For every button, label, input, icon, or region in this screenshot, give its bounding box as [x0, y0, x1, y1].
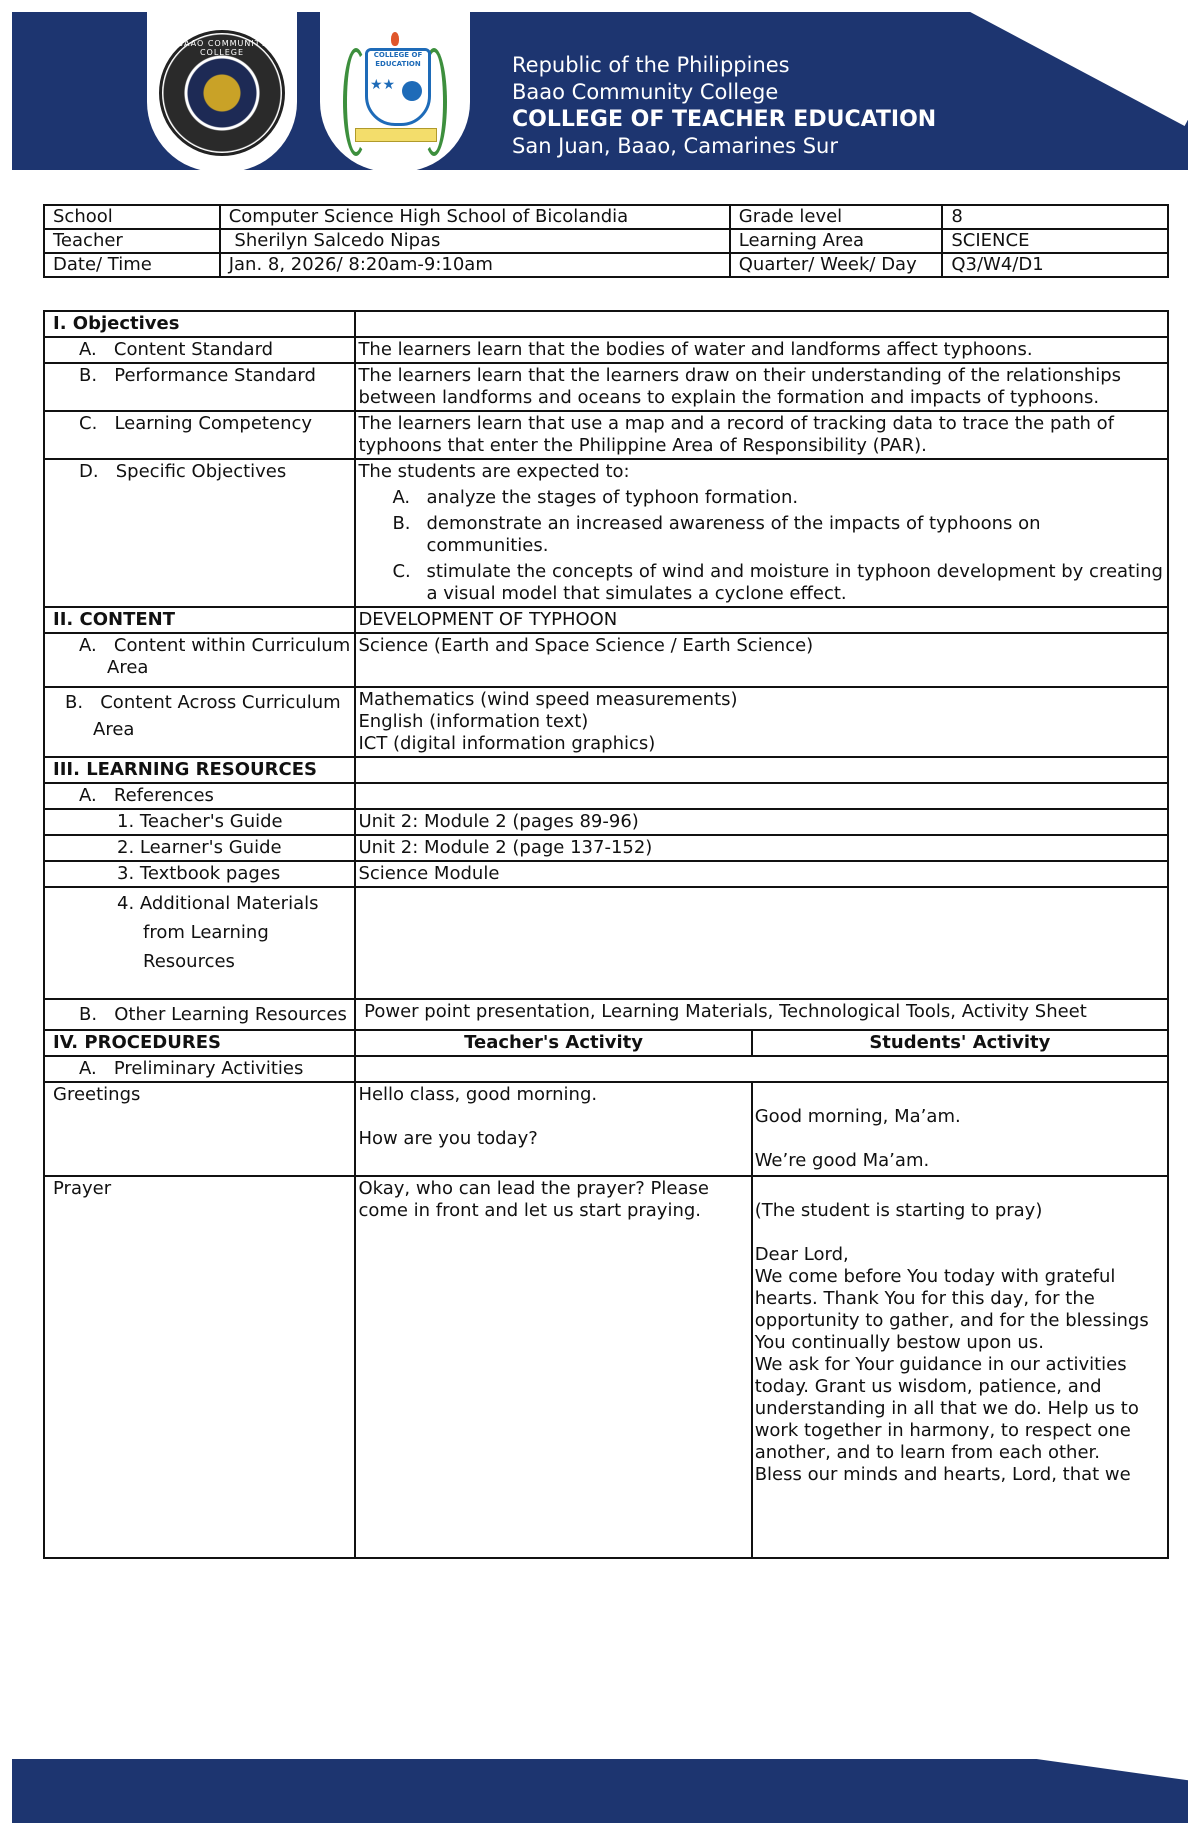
table-row: [44, 337, 1168, 363]
ribbon-icon: [355, 128, 437, 142]
performance-standard-value: The learners learn that the learners draw on their understanding of the relationships between landforms and oceans to explain the formation and impacts of typhoons.: [355, 363, 1168, 411]
department-line: COLLEGE OF TEACHER EDUCATION: [512, 107, 937, 132]
date-value: Jan. 8, 2026/ 8:20am-9:10am: [220, 253, 730, 277]
textbook-label: 3. Textbook pages: [44, 861, 355, 887]
quarter-label: Quarter/ Week/ Day: [730, 253, 943, 277]
prayer-teacher: Okay, who can lead the prayer? Please come in front and let us start praying.: [355, 1176, 751, 1558]
list-text: analyze the stages of typhoon formation.: [426, 487, 799, 508]
teacher-activity-heading: Teacher's Activity: [355, 1030, 751, 1056]
textbook-value: Science Module: [355, 861, 1168, 887]
teachers-guide-value: Unit 2: Module 2 (pages 89-96): [355, 809, 1168, 835]
table-row: [44, 687, 1168, 757]
specific-objectives-intro: The students are expected to:: [358, 461, 630, 482]
date-label: Date/ Time: [44, 253, 220, 277]
specific-objectives-label: D. Specific Objectives: [44, 459, 355, 607]
info-row: [44, 229, 1168, 253]
prayer-student-line: We ask for Your guidance in our activities today. Grant us wisdom, patience, and understanding in all that we do. Help us to work together in harmony, to respect one another, and to learn from each other.: [754, 1354, 1139, 1463]
list-item: [392, 487, 1165, 509]
across-line: ICT (digital information graphics): [358, 733, 656, 754]
other-resources-value: Power point presentation, Learning Materials, Technological Tools, Activity Sheet: [355, 999, 1168, 1030]
banner-decoration: [955, 12, 1188, 126]
table-row: [44, 1030, 1168, 1056]
education-seal-text: COLLEGE OF EDUCATION: [368, 51, 428, 69]
prayer-student-line: Dear Lord,: [754, 1244, 849, 1265]
area-value: SCIENCE: [942, 229, 1168, 253]
table-row: [44, 835, 1168, 861]
institution-block: [512, 52, 936, 160]
table-row: [44, 633, 1168, 687]
college-line: Baao Community College: [512, 80, 779, 104]
list-text: demonstrate an increased awareness of the impacts of typhoons on communities.: [426, 513, 1041, 556]
table-row: [44, 411, 1168, 459]
education-seal-logo: [335, 30, 455, 150]
info-row: [44, 253, 1168, 277]
globe-icon: [402, 81, 422, 101]
greetings-student: [752, 1082, 1168, 1176]
republic-line: Republic of the Philippines: [512, 53, 790, 77]
school-label: School: [44, 205, 220, 229]
table-row: [44, 757, 1168, 783]
table-row: [44, 1056, 1168, 1082]
prayer-student-line: We come before You today with grateful hearts. Thank You for this day, for the opportunity to gather, and for the blessings You continually bestow upon us.: [754, 1266, 1149, 1353]
quarter-value: Q3/W4/D1: [942, 253, 1168, 277]
specific-objectives-value: [355, 459, 1168, 607]
table-row: [44, 861, 1168, 887]
footer-decoration: [827, 1759, 1188, 1788]
references-label: A. References: [44, 783, 355, 809]
across-line: English (information text): [358, 711, 589, 732]
table-row: [44, 783, 1168, 809]
grade-value: 8: [942, 205, 1168, 229]
across-line: Mathematics (wind speed measurements): [358, 689, 738, 710]
performance-standard-label: B. Performance Standard: [44, 363, 355, 411]
area-label: Learning Area: [730, 229, 943, 253]
other-resources-label-text: B. Other Learning Resources: [79, 1004, 347, 1025]
info-row: [44, 205, 1168, 229]
table-row: [44, 459, 1168, 607]
footer-banner: [12, 1759, 1188, 1823]
teachers-guide-label: 1. Teacher's Guide: [44, 809, 355, 835]
greetings-teacher-line: How are you today?: [358, 1128, 538, 1149]
prayer-label: Prayer: [44, 1176, 355, 1558]
grade-label: Grade level: [730, 205, 943, 229]
table-row: [44, 311, 1168, 337]
content-within-value: Science (Earth and Space Science / Earth Science): [355, 633, 1168, 687]
teacher-label: Teacher: [44, 229, 220, 253]
content-standard-label: A. Content Standard: [44, 337, 355, 363]
content-across-label-text: B. Content Across Curriculum Area: [65, 692, 347, 740]
greetings-student-line: We’re good Ma’am.: [754, 1150, 930, 1171]
content-across-value: [355, 687, 1168, 757]
additional-materials-value: [355, 887, 1168, 999]
learners-guide-label: 2. Learner's Guide: [44, 835, 355, 861]
list-marker: A.: [392, 487, 411, 508]
lesson-plan-table: [43, 310, 1169, 1559]
college-seal-logo: [159, 30, 285, 156]
table-row: [44, 1176, 1168, 1558]
resources-blank: [355, 757, 1168, 783]
preliminary-label: A. Preliminary Activities: [44, 1056, 355, 1082]
list-item: [392, 513, 1165, 557]
prayer-student-line: Bless our minds and hearts, Lord, that we: [754, 1464, 1131, 1485]
shield-icon: [365, 48, 431, 126]
procedures-heading: IV. PROCEDURES: [44, 1030, 355, 1056]
list-marker: B.: [392, 513, 411, 534]
stars-icon: ★★: [370, 77, 396, 93]
list-marker: C.: [392, 561, 411, 582]
content-topic: DEVELOPMENT OF TYPHOON: [355, 607, 1168, 633]
table-row: [44, 887, 1168, 999]
greetings-teacher: [355, 1082, 751, 1176]
list-text: stimulate the concepts of wind and moisture in typhoon development by creating a visual model that simulates a cyclone effect.: [426, 561, 1163, 604]
greetings-label: Greetings: [44, 1082, 355, 1176]
content-standard-value: The learners learn that the bodies of water and landforms affect typhoons.: [355, 337, 1168, 363]
prayer-student-line: (The student is starting to pray): [754, 1200, 1043, 1221]
additional-materials-label: [44, 887, 355, 999]
table-row: [44, 1082, 1168, 1176]
objectives-blank: [355, 311, 1168, 337]
header-banner: [12, 12, 1188, 170]
torch-flame-icon: [391, 32, 399, 46]
college-logo-card: [147, 12, 297, 170]
table-row: [44, 363, 1168, 411]
table-row: [44, 809, 1168, 835]
additional-materials-label-text: 4. Additional Materials from Learning Resources: [117, 893, 319, 972]
resources-heading: III. LEARNING RESOURCES: [44, 757, 355, 783]
content-across-label: [44, 687, 355, 757]
learning-competency-value: The learners learn that use a map and a record of tracking data to trace the path of typhoons that enter the Philippine Area of Responsibility (PAR).: [355, 411, 1168, 459]
content-heading: II. CONTENT: [44, 607, 355, 633]
table-row: [44, 607, 1168, 633]
info-table: [43, 204, 1169, 278]
content-within-label-text: A. Content within Curriculum Area: [79, 635, 356, 678]
learning-competency-label: C. Learning Competency: [44, 411, 355, 459]
address-line: San Juan, Baao, Camarines Sur: [512, 134, 839, 158]
students-activity-heading: Students' Activity: [752, 1030, 1168, 1056]
college-seal-text: BAAO COMMUNITY COLLEGE: [177, 39, 267, 57]
specific-objectives-list: [358, 487, 1165, 605]
learners-guide-value: Unit 2: Module 2 (page 137-152): [355, 835, 1168, 861]
preliminary-blank: [355, 1056, 1168, 1082]
references-blank: [355, 783, 1168, 809]
table-row: [44, 999, 1168, 1030]
content-within-label: [44, 633, 355, 687]
teacher-value: Sherilyn Salcedo Nipas: [220, 229, 730, 253]
greetings-teacher-line: Hello class, good morning.: [358, 1084, 598, 1105]
school-value: Computer Science High School of Bicolandia: [220, 205, 730, 229]
objectives-heading: I. Objectives: [44, 311, 355, 337]
list-item: [392, 561, 1165, 605]
other-resources-label: [44, 999, 355, 1030]
greetings-student-line: Good morning, Ma’am.: [754, 1106, 961, 1127]
education-logo-card: [320, 12, 470, 170]
prayer-student: [752, 1176, 1168, 1558]
